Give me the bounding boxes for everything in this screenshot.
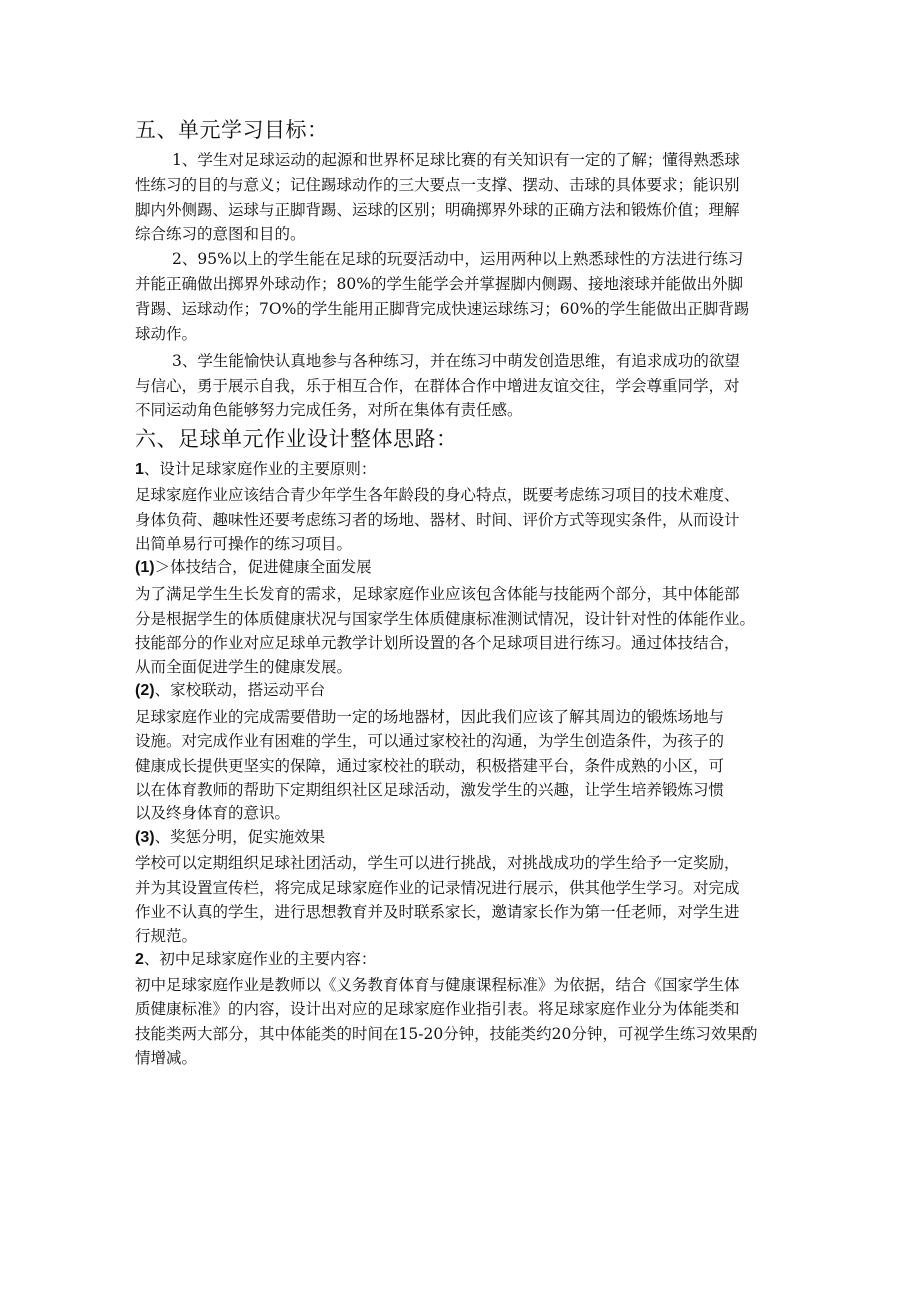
item-3-line-4: 行规范。 xyxy=(135,927,198,945)
goal-1-line-1: 1、学生对足球运动的起源和世界杯足球比赛的有关知识有一定的了解；懂得熟悉球 xyxy=(172,151,740,169)
item-3-label: 、奖惩分明，促实施效果 xyxy=(154,828,326,846)
item-2-title xyxy=(135,678,325,703)
goal-3-line-2: 与信心，勇于展示自我，乐于相互合作，在群体合作中增进友谊交往，学会尊重同学，对 xyxy=(135,377,740,395)
content-line-3: 技能类两大部分，其中体能类的时间在15-20分钟，技能类约20分钟，可视学生练习效果酌 xyxy=(135,1025,758,1043)
goal-3-line-1: 3、学生能愉快认真地参与各种练习，并在练习中萌发创造思维，有追求成功的欲望 xyxy=(172,352,740,370)
content-line-1: 初中足球家庭作业是教师以《义务教育体育与健康课程标准》为依据，结合《国家学生体 xyxy=(135,976,740,994)
subsection-2-label: 、初中足球家庭作业的主要内容： xyxy=(143,950,377,968)
content-line-2: 质健康标准》的内容，设计出对应的足球家庭作业指引表。将足球家庭作业分为体能类和 xyxy=(135,1000,740,1018)
subsection-2-title xyxy=(135,947,376,972)
principles-line-2: 身体负荷、趣味性还要考虑练习者的场地、器材、时间、评价方式等现实条件，从而设计 xyxy=(135,511,740,529)
item-3-line-2: 并为其设置宣传栏，将完成足球家庭作业的记录情况进行展示，供其他学生学习。对完成 xyxy=(135,879,740,897)
subsection-1-title xyxy=(135,457,376,482)
goal-1-line-2: 性练习的目的与意义；记住踢球动作的三大要点一支撑、摆动、击球的具体要求；能识别 xyxy=(135,176,740,194)
subsection-2-number: 2 xyxy=(135,951,144,968)
goal-2-line-4: 球动作。 xyxy=(135,325,198,343)
goal-1-line-4: 综合练习的意图和目的。 xyxy=(135,225,306,243)
item-3-line-1: 学校可以定期组织足球社团活动，学生可以进行挑战，对挑战成功的学生给予一定奖励， xyxy=(135,854,740,872)
item-3-line-3: 作业不认真的学生，进行思想教育并及时联系家长，邀请家长作为第一任老师，对学生进 xyxy=(135,903,740,921)
item-2-line-3: 健康成长提供更坚实的保障，通过家校社的联动，积极搭建平台，条件成熟的小区，可 xyxy=(135,757,725,775)
content-line-4: 情增减。 xyxy=(135,1049,198,1067)
item-2-line-5: 以及终身体育的意识。 xyxy=(135,804,291,822)
subsection-1-label: 、设计足球家庭作业的主要原则： xyxy=(143,460,377,478)
item-1-line-3: 技能部分的作业对应足球单元教学计划所设置的各个足球项目进行练习。通过体技结合， xyxy=(135,634,740,652)
item-1-number: (1) xyxy=(135,559,155,576)
item-3-title xyxy=(135,825,325,850)
section-6-heading: 六、足球单元作业设计整体思路： xyxy=(135,427,458,451)
item-2-line-2: 设施。对完成作业有困难的学生，可以通过家校社的沟通，为学生创造条件，为孩子的 xyxy=(135,732,725,750)
subsection-1-number: 1 xyxy=(135,461,144,478)
principles-line-1: 足球家庭作业应该结合青少年学生各年龄段的身心特点，既要考虑练习项目的技术难度、 xyxy=(135,486,740,504)
item-1-line-4: 从而全面促进学生的健康发展。 xyxy=(135,658,353,676)
item-2-number: (2) xyxy=(135,682,155,699)
goal-2-line-1: 2、95%以上的学生能在足球的玩耍活动中，运用两种以上熟悉球性的方法进行练习 xyxy=(172,250,744,268)
principles-line-3: 出简单易行可操作的练习项目。 xyxy=(135,535,353,553)
item-2-label: 、家校联动，搭运动平台 xyxy=(154,681,326,699)
item-2-line-4: 以在体育教师的帮助下定期组织社区足球活动，激发学生的兴趣，让学生培养锻炼习惯 xyxy=(135,781,725,799)
item-2-line-1: 足球家庭作业的完成需要借助一定的场地器材，因此我们应该了解其周边的锻炼场地与 xyxy=(135,708,725,726)
item-1-title xyxy=(135,555,372,580)
goal-2-line-3: 背踢、运球动作；7O%的学生能用正脚背完成快速运球练习；60%的学生能做出正脚背踢 xyxy=(135,300,750,318)
section-5-heading: 五、单元学习目标： xyxy=(135,118,329,142)
item-1-label: ＞体技结合，促进健康全面发展 xyxy=(154,558,372,576)
goal-1-line-3: 脚内外侧踢、运球与正脚背踢、运球的区别；明确掷界外球的正确方法和锻炼价值；理解 xyxy=(135,201,740,219)
item-3-number: (3) xyxy=(135,829,155,846)
goal-2-line-2: 并能正确做出掷界外球动作；80%的学生能学会并掌握脚内侧踢、接地滚球并能做出外脚 xyxy=(135,275,743,293)
item-1-line-2: 分是根据学生的体质健康状况与国家学生体质健康标准测试情况，设计针对性的体能作业。 xyxy=(135,610,756,628)
goal-3-line-3: 不同运动角色能够努力完成任务，对所在集体有责任感。 xyxy=(135,401,523,419)
item-1-line-1: 为了满足学生生长发育的需求，足球家庭作业应该包含体能与技能两个部分，其中体能部 xyxy=(135,585,740,603)
